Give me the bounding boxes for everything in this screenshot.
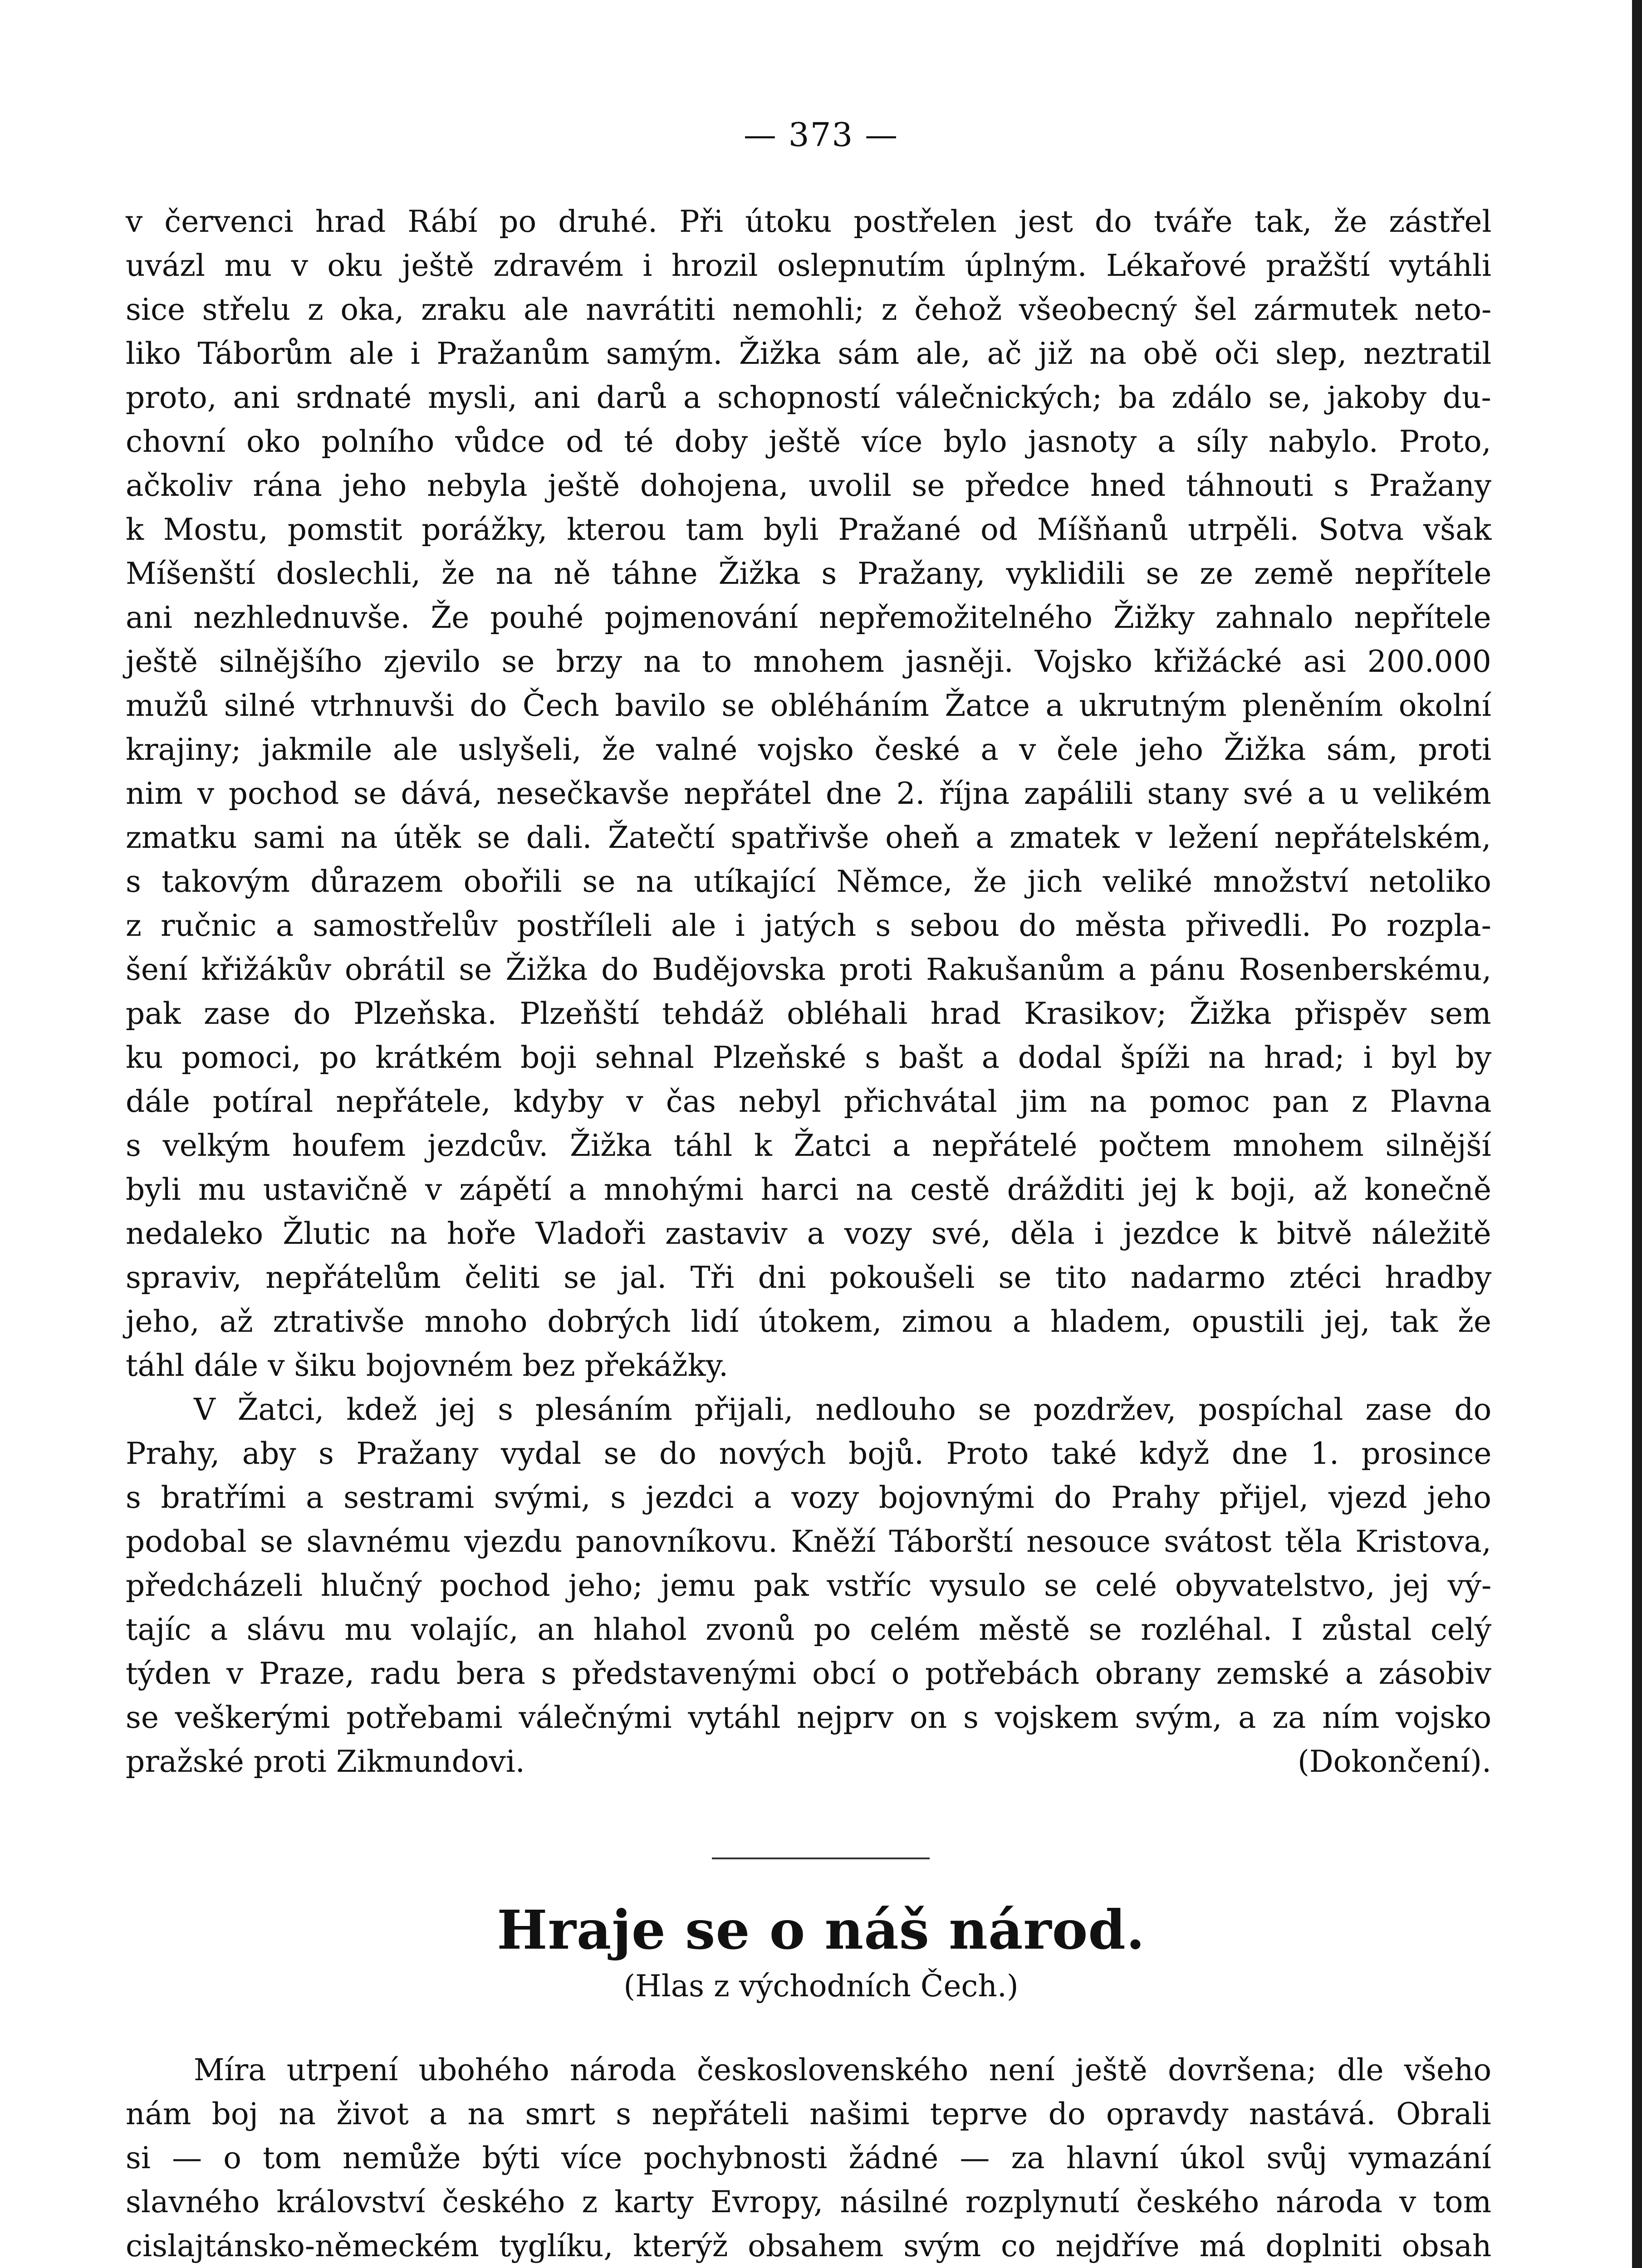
article1-body bbox=[126, 200, 1491, 1784]
text-line: z ručnic a samostřelův postříleli ale i jatých s sebou do města přivedli. Po rozpla- bbox=[126, 908, 1491, 943]
article1-paragraph1 bbox=[126, 200, 1491, 1388]
text-line: se veškerými potřebami válečnými vytáhl nejprv on s vojskem svým, a za ním vojsko bbox=[126, 1700, 1492, 1735]
article1-paragraph2 bbox=[126, 1388, 1491, 1740]
text-line: ještě silnějšího zjevilo se brzy na to mnohem jasněji. Vojsko křižácké asi 200.000 bbox=[126, 644, 1491, 679]
text-line: nim v pochod se dává, nesečkavše nepřátel dne 2. října zapálili stany své a u velikém bbox=[126, 776, 1491, 811]
text-line: krajiny; jakmile ale uslyšeli, že valné vojsko české a v čele jeho Žižka sám, proti bbox=[126, 732, 1492, 767]
text-line: spraviv, nepřátelům čeliti se jal. Tři dni pokoušeli se tito nadarmo ztéci hradby bbox=[126, 1260, 1492, 1295]
text-line: s velkým houfem jezdcův. Žižka táhl k Žatci a nepřátelé počtem mnohem silnější bbox=[126, 1128, 1491, 1163]
text-line: s bratřími a sestrami svými, s jezdci a vozy bojovnými do Prahy přijel, vjezd jeho bbox=[126, 1480, 1492, 1515]
text-line: V Žatci, kdež jej s plesáním přijali, nedlouho se pozdržev, pospíchal zase do bbox=[194, 1392, 1492, 1427]
article1-final-line bbox=[126, 1740, 1491, 1784]
text-line: Míšenští doslechli, že na ně táhne Žižka s Pražany, vyklidili se ze země nepřítele bbox=[126, 556, 1492, 591]
text-line: v červenci hrad Rábí po druhé. Při útoku postřelen jest do tváře tak, že zástřel bbox=[126, 204, 1492, 239]
text-line: nám boj na život a na smrt s nepřáteli našimi teprve do opravdy nastává. Obrali bbox=[126, 2097, 1491, 2131]
text-line: liko Táborům ale i Pražanům samým. Žižka sám ale, ač již na obě oči slep, neztratil bbox=[126, 336, 1492, 371]
text-line: k Mostu, pomstit porážky, kterou tam byli Pražané od Míšňanů utrpěli. Sotva však bbox=[126, 512, 1492, 547]
article2-title: Hraje se o náš národ. bbox=[497, 1898, 1145, 1961]
text-line: podobal se slavnému vjezdu panovníkovu. Kněží Táborští nesouce svátost těla Kristova, bbox=[126, 1524, 1491, 1559]
text-line: mužů silné vtrhnuvši do Čech bavilo se obléháním Žatce a ukrutným pleněním okolní bbox=[126, 688, 1491, 723]
text-line: uvázl mu v oku ještě zdravém i hrozil oslepnutím úplným. Lékařové pražští vytáhli bbox=[126, 248, 1492, 283]
text-line: Prahy, aby s Pražany vydal se do nových bojů. Proto také když dne 1. prosince bbox=[126, 1436, 1492, 1471]
text-line: Míra utrpení ubohého národa československého není ještě dovršena; dle všeho bbox=[194, 2053, 1492, 2087]
text-line: s takovým důrazem obořili se na utíkající Němce, že jich veliké množství netoliko bbox=[126, 864, 1491, 899]
text-line: šení křižákův obrátil se Žižka do Budějovska proti Rakušanům a pánu Rosenberskému, bbox=[126, 952, 1492, 987]
text-line: chovní oko polního vůdce od té doby ještě více bylo jasnoty a síly nabylo. Proto, bbox=[126, 424, 1491, 459]
text-line: si — o tom nemůže býti více pochybnosti žádné — za hlavní úkol svůj vymazání bbox=[126, 2141, 1491, 2175]
text-line: nedaleko Žlutic na hoře Vladoři zastaviv a vozy své, děla i jezdce k bitvě náležitě bbox=[126, 1216, 1491, 1251]
text-line: ku pomoci, po krátkém boji sehnal Plzeňské s bašt a dodal špíži na hrad; i byl by bbox=[126, 1040, 1492, 1075]
text-line: proto, ani srdnaté mysli, ani darů a schopností válečnických; ba zdálo se, jakoby du- bbox=[126, 380, 1491, 415]
section-divider bbox=[712, 1857, 930, 1859]
text-line: ačkoliv rána jeho nebyla ještě dohojena, uvolil se předce hned táhnouti s Pražany bbox=[126, 468, 1492, 503]
text-line: předcházeli hlučný pochod jeho; jemu pak vstříc vysulo se celé obyvatelstvo, jej vý- bbox=[126, 1568, 1492, 1603]
text-line: byli mu ustavičně v zápětí a mnohými harci na cestě drážditi jej k boji, až konečně bbox=[126, 1172, 1491, 1207]
article2-body bbox=[126, 2048, 1491, 2268]
text-line: jeho, až ztrativše mnoho dobrých lidí útokem, zimou a hladem, opustili jej, tak že bbox=[126, 1304, 1491, 1339]
text-line: ani nezhlednuvše. Že pouhé pojmenování nepřemožitelného Žižky zahnalo nepřítele bbox=[126, 600, 1491, 635]
article2-paragraph bbox=[126, 2048, 1491, 2268]
text-line: slavného království českého z karty Evropy, násilné rozplynutí českého národa v tom bbox=[126, 2185, 1492, 2219]
continuation-note: (Dokončení). bbox=[1297, 1744, 1491, 1779]
article2-subtitle: (Hlas z východních Čech.) bbox=[623, 1969, 1019, 2004]
text-line: dále potíral nepřátele, kdyby v čas nebyl přichvátal jim na pomoc pan z Plavna bbox=[126, 1084, 1492, 1119]
text-line: pak zase do Plzeňska. Plzeňští tehdáž obléhali hrad Krasikov; Žižka přispěv sem bbox=[126, 996, 1491, 1031]
text-line: zmatku sami na útěk se dali. Žatečtí spatřivše oheň a zmatek v ležení nepřátelském, bbox=[126, 820, 1491, 855]
text-line: táhl dále v šiku bojovném bez překážky. bbox=[126, 1348, 729, 1383]
text-line: tajíc a slávu mu volajíc, an hlahol zvonů po celém městě se rozléhal. I zůstal celý bbox=[126, 1612, 1492, 1647]
article1-last-line: pražské proti Zikmundovi. bbox=[126, 1744, 525, 1779]
page-number: — 373 — bbox=[743, 116, 899, 154]
text-line: cislajtánsko-německém tyglíku, kterýž obsahem svým co nejdříve má doplniti obsah bbox=[126, 2229, 1492, 2263]
text-line: sice střelu z oka, zraku ale navrátiti nemohli; z čehož všeobecný šel zármutek neto- bbox=[126, 292, 1492, 327]
text-line: týden v Praze, radu bera s představenými obcí o potřebách obrany zemské a zásobiv bbox=[126, 1656, 1491, 1691]
